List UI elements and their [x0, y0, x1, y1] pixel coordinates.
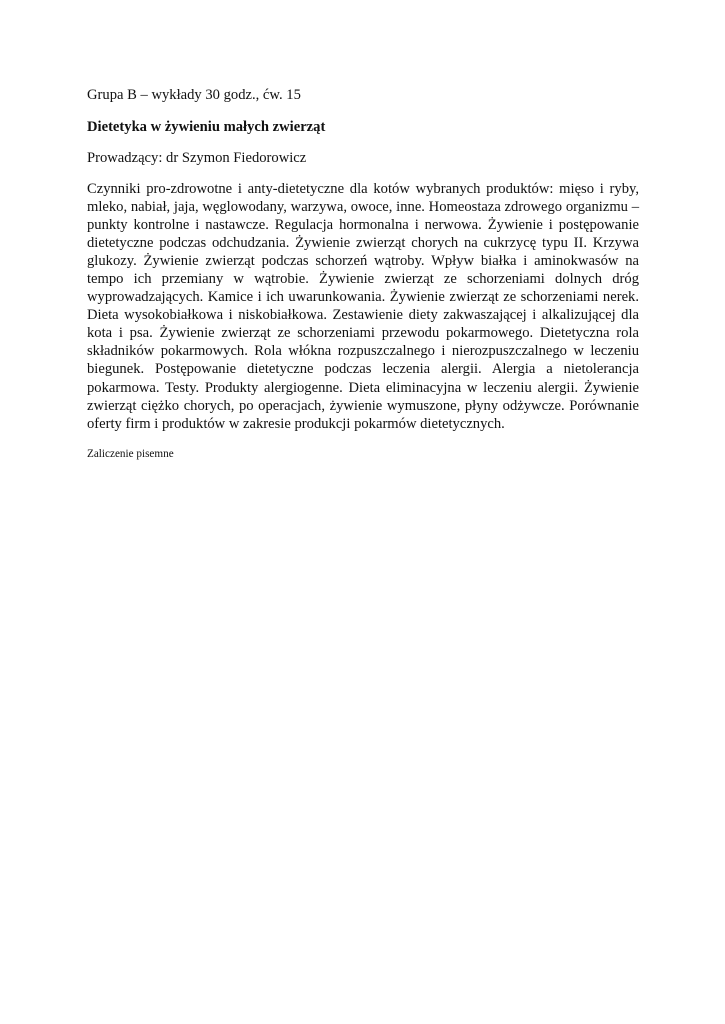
course-title: Dietetyka w żywieniu małych zwierząt [87, 119, 326, 135]
course-description: Czynniki pro-zdrowotne i anty-dietetyczne dla kotów wybranych produktów: mięso i ryby, mleko, nabiał, jaja, węglowodany, warzywa, owoce, inne. Homeostaza zdrowego organizmu – punkty kontrolne i nastawcze. Regulacja hormonalna i nerwowa. Żywienie i postępowanie dietetyczne podczas odchudzania. Żywienie zwierząt chorych na cukrzycę typu II. Krzywa glukozy. Żywienie zwierząt podczas schorzeń wątroby. Wpływ białka i aminokwasów na tempo ich przemiany w wątrobie. Żywienie zwierząt ze schorzeniami dolnych dróg wyprowadzających. Kamice i ich uwarunkowania. Żywienie zwierząt ze schorzeniami nerek. Dieta wysokobiałkowa i niskobiałkowa. Zestawienie diety zakwaszającej i alkalizującej dla kota i psa. Żywienie zwierząt ze schorzeniami przewodu pokarmowego. Dietetyczna rola składników pokarmowych. Rola włókna rozpuszczalnego i nierozpuszczalnego w leczeniu biegunek. Postępowanie dietetyczne podczas leczenia alergii. Alergia a nietolerancja pokarmowa. Testy. Produkty alergiogenne. Dieta eliminacyjna w leczeniu alergii. Żywienie zwierząt ciężko chorych, po operacjach, żywienie wymuszone, płyny odżywcze. Porównanie oferty firm i produktów w zakresie produkcji pokarmów dietetycznych. [87, 181, 639, 432]
document-page [87, 86, 639, 472]
lecturer-line: Prowadzący: dr Szymon Fiedorowicz [87, 150, 307, 166]
group-hours-line: Grupa B – wykłady 30 godz., ćw. 15 [87, 87, 301, 103]
credit-note: Zaliczenie pisemne [87, 448, 174, 461]
